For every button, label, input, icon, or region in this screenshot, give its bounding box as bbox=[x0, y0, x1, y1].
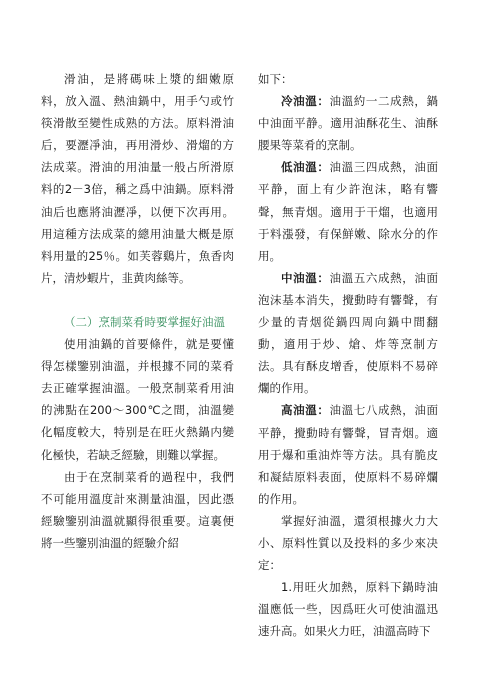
numbered-item-1: 1.用旺火加熱，原料下鍋時油溫應低一些，因爲旺火可使油溫迅速升高。如果火力旺，油溫高時下 bbox=[258, 580, 438, 639]
right-column bbox=[258, 68, 438, 642]
section-heading-oil-temperature: （二）烹制菜肴時要掌握好油溫 bbox=[64, 314, 225, 329]
oil-level-text: 油溫約一二成熱，鍋中油面平静。適用油酥花生、油酥腰果等菜肴的烹制。 bbox=[258, 94, 438, 153]
oil-level-lead: 中油溫： bbox=[281, 270, 330, 285]
paragraph-slip-oil: 滑油，是將碼味上漿的細嫩原料，放入溫、熱油鍋中，用手勺或竹筷滑散至變性成熟的方法。原料滑油后，要瀝凈油，再用滑炒、滑熘的方法成菜。滑油的用油量一般占所滑原料的2－3倍，稱之爲中油鍋。原料滑油后也應將油瀝凈，以便下次再用。用這種方法成菜的總用油量大概是原料用量的25％。如芙蓉鷄片，魚香肉片，清炒蝦片，韭黄肉絲等。 bbox=[41, 72, 234, 285]
oil-level-text: 油溫七八成熱，油面平静，攪動時有響聲，冒青烟。適用于爆和重油炸等方法。具有脆皮和凝結原料表面，使原料不易碎爛的作用。 bbox=[258, 403, 438, 506]
oil-level-text: 油溫三四成熱，油面平静，面上有少許泡沫，略有響聲，無青烟。適用于干熘，也適用于料漲發，有保鮮嫩、除水分的作用。 bbox=[258, 160, 438, 263]
oil-level-lead: 冷油溫： bbox=[281, 94, 330, 109]
oil-level-cold bbox=[258, 90, 438, 156]
paragraph-oil-temperature-intro: 使用油鍋的首要條件，就是要懂得怎樣鑒别油溫，并根據不同的菜肴去正確掌握油溫。一般烹制菜肴用油的沸點在200～300℃之間，油溫變化幅度較大，特别是在旺火熱鍋内變化極快，若缺乏經驗，則難以掌握。 bbox=[41, 337, 234, 462]
oil-level-high bbox=[258, 399, 438, 509]
oil-level-lead: 高油溫： bbox=[281, 403, 330, 418]
oil-level-text: 油溫五六成熱，油面泡沫基本消失，攪動時有響聲，有少量的青烟從鍋四周向鍋中間翻動，適用于炒、熗、炸等烹制方法。具有酥皮增香，使原料不易碎爛的作用。 bbox=[258, 270, 438, 396]
oil-level-low bbox=[258, 156, 438, 266]
paragraph-experience: 由于在烹制菜肴的過程中，我們不可能用溫度計來測量油溫，因此憑經驗鑒别油溫就顯得很重要。這裏便將一些鑒别油溫的經驗介紹 bbox=[41, 469, 234, 550]
oil-level-lead: 低油溫： bbox=[281, 160, 330, 175]
left-column bbox=[41, 68, 234, 554]
oil-level-medium bbox=[258, 267, 438, 400]
paragraph-control-factors: 掌握好油溫，還須根據火力大小、原料性質以及投料的多少來决定： bbox=[258, 513, 438, 573]
paragraph-continuation: 如下： bbox=[258, 72, 293, 86]
